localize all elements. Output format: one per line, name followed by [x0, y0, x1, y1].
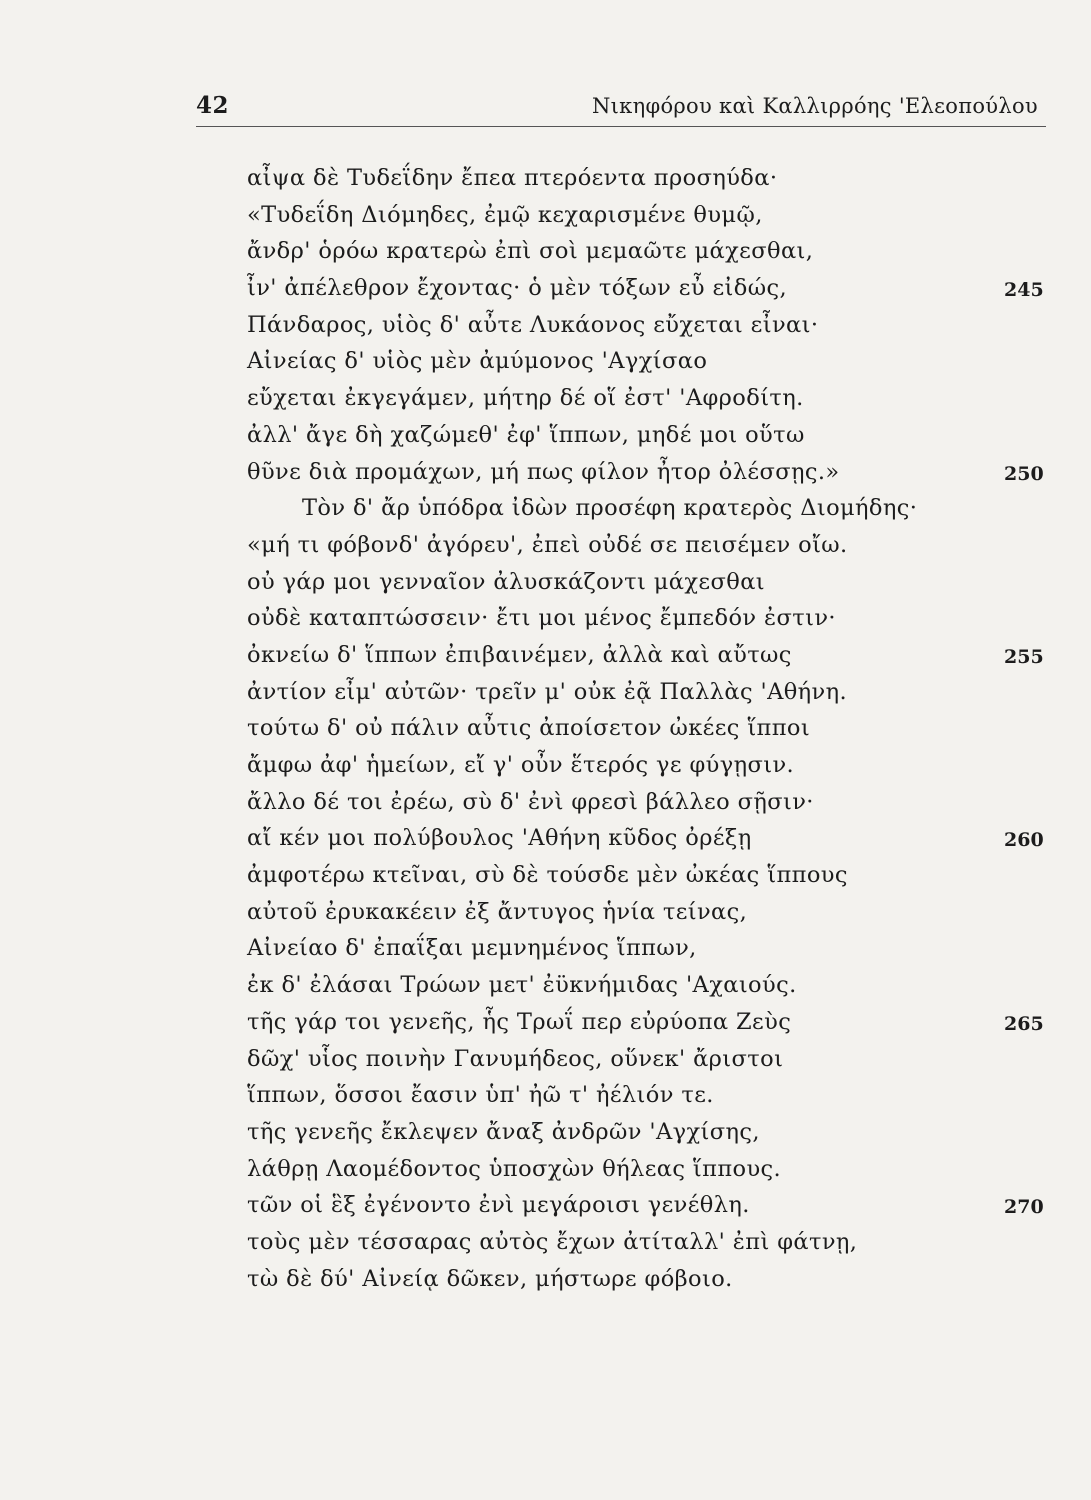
verse-text: θῦνε διὰ προμάχων, μή πως φίλον ἦτορ ὀλέσσῃς.»: [247, 458, 840, 485]
running-head: Νικηφόρου καὶ Καλλιρρόης 'Ελεοπούλου: [591, 94, 1038, 118]
verse-text: τῆς γάρ τοι γενεῆς, ἧς Τρωΐ περ εὐρύοπα Ζεὺς: [247, 1008, 792, 1035]
verse-text: Αἰνείας δ' υἱὸς μὲν ἀμύμονος 'Αγχίσαο: [247, 348, 708, 375]
verse-line: [0, 857, 1091, 894]
verse-block: [0, 160, 1091, 1297]
verse-line: [0, 1114, 1091, 1151]
verse-text: ἐκ δ' ἐλάσαι Τρώων μετ' ἐϋκνήμιδας 'Αχαιούς.: [247, 972, 797, 999]
verse-line: [0, 637, 1091, 674]
verse-text: ὀκνείω δ' ἵππων ἐπιβαινέμεν, ἀλλὰ καὶ αὔτως: [247, 641, 792, 668]
verse-text: οὐδὲ καταπτώσσειν· ἔτι μοι μένος ἔμπεδόν ἐστιν·: [247, 605, 836, 632]
verse-line: [0, 747, 1091, 784]
verse-line: [0, 1151, 1091, 1188]
verse-line: [0, 674, 1091, 711]
verse-text: «μή τι φόβονδ' ἀγόρευ', ἐπεὶ οὐδέ σε πεισέμεν οἴω.: [247, 531, 848, 558]
verse-line: [0, 1261, 1091, 1298]
verse-line: [0, 894, 1091, 931]
verse-text: «Τυδεΐδη Διόμηδες, ἐμῷ κεχαρισμένε θυμῷ,: [247, 201, 763, 228]
verse-text: ἀντίον εἶμ' αὐτῶν· τρεῖν μ' οὐκ ἐᾷ Παλλὰς 'Αθήνη.: [247, 678, 848, 705]
verse-line: [0, 270, 1091, 307]
verse-text: εὔχεται ἐκγεγάμεν, μήτηρ δέ οἵ ἐστ' 'Αφροδίτη.: [247, 385, 804, 412]
verse-line: [0, 380, 1091, 417]
verse-line: [0, 784, 1091, 821]
verse-text: ἵππων, ὅσσοι ἔασιν ὑπ' ἠῶ τ' ἠέλιόν τε.: [247, 1082, 714, 1109]
verse-text: αὐτοῦ ἐρυκακέειν ἐξ ἄντυγος ἡνία τείνας,: [247, 898, 748, 925]
verse-text: Τὸν δ' ἄρ ὑπόδρα ἰδὼν προσέφη κρατερὸς Διομήδης·: [302, 495, 918, 522]
verse-line: [0, 454, 1091, 491]
verse-text: Πάνδαρος, υἱὸς δ' αὖτε Λυκάονος εὔχεται εἶναι·: [247, 311, 819, 338]
verse-line: [0, 160, 1091, 197]
page-header: [196, 92, 1046, 132]
verse-text: οὐ γάρ μοι γενναῖον ἀλυσκάζοντι μάχεσθαι: [247, 568, 766, 595]
line-number: 270: [1004, 1196, 1044, 1219]
page-number: 42: [196, 92, 230, 119]
verse-line: [0, 600, 1091, 637]
verse-line: [0, 233, 1091, 270]
verse-text: λάθρῃ Λαομέδοντος ὑποσχὼν θήλεας ἵππους.: [247, 1155, 782, 1182]
verse-text: ἶν' ἀπέλεθρον ἔχοντας· ὁ μὲν τόξων εὖ εἰδώς,: [247, 275, 788, 302]
verse-text: τὼ δὲ δύ' Αἰνείᾳ δῶκεν, μήστωρε φόβοιο.: [247, 1265, 733, 1292]
verse-line: [0, 820, 1091, 857]
verse-line: [0, 930, 1091, 967]
verse-line: [0, 1077, 1091, 1114]
verse-text: αἶψα δὲ Τυδεΐδην ἔπεα πτερόεντα προσηύδα·: [247, 165, 778, 191]
verse-line: [0, 1187, 1091, 1224]
verse-text: τούτω δ' οὐ πάλιν αὖτις ἀποίσετον ὠκέες ἵπποι: [247, 715, 811, 742]
verse-line: [0, 343, 1091, 380]
verse-text: τῶν οἱ ἓξ ἐγένοντο ἐνὶ μεγάροισι γενέθλη.: [247, 1192, 750, 1219]
verse-line: [0, 1224, 1091, 1261]
verse-line: [0, 527, 1091, 564]
verse-line: [0, 417, 1091, 454]
verse-text: ἄμφω ἀφ' ἡμείων, εἴ γ' οὖν ἕτερός γε φύγῃσιν.: [247, 752, 795, 778]
line-number: 250: [1004, 462, 1044, 485]
line-number: 260: [1004, 829, 1044, 852]
verse-line: [0, 490, 1091, 527]
verse-line: [0, 197, 1091, 234]
verse-text: ἀμφοτέρω κτεῖναι, σὺ δὲ τούσδε μὲν ὠκέας ἵππους: [247, 862, 848, 889]
verse-line: [0, 307, 1091, 344]
verse-line: [0, 1004, 1091, 1041]
verse-text: τοὺς μὲν τέσσαρας αὐτὸς ἔχων ἀτίταλλ' ἐπὶ φάτνῃ,: [247, 1228, 858, 1255]
verse-line: [0, 710, 1091, 747]
verse-line: [0, 564, 1091, 601]
verse-line: [0, 967, 1091, 1004]
line-number: 245: [1004, 279, 1044, 302]
verse-text: αἴ κέν μοι πολύβουλος 'Αθήνη κῦδος ὀρέξῃ: [247, 825, 752, 852]
line-number: 265: [1004, 1012, 1044, 1035]
line-number: 255: [1004, 645, 1044, 668]
verse-text: ἄλλο δέ τοι ἐρέω, σὺ δ' ἐνὶ φρεσὶ βάλλεο σῇσιν·: [247, 788, 814, 815]
header-rule: [196, 126, 1046, 127]
verse-line: [0, 1041, 1091, 1078]
verse-text: δῶχ' υἷος ποινὴν Γανυμήδεος, οὕνεκ' ἄριστοι: [247, 1045, 784, 1072]
verse-text: ἀλλ' ἄγε δὴ χαζώμεθ' ἐφ' ἵππων, μηδέ μοι οὕτω: [247, 421, 805, 448]
verse-text: ἄνδρ' ὁρόω κρατερὼ ἐπὶ σοὶ μεμαῶτε μάχεσθαι,: [247, 238, 814, 265]
verse-text: Αἰνείαο δ' ἐπαΐξαι μεμνημένος ἵππων,: [247, 935, 697, 962]
verse-text: τῆς γενεῆς ἔκλεψεν ἄναξ ἀνδρῶν 'Αγχίσης,: [247, 1118, 760, 1145]
